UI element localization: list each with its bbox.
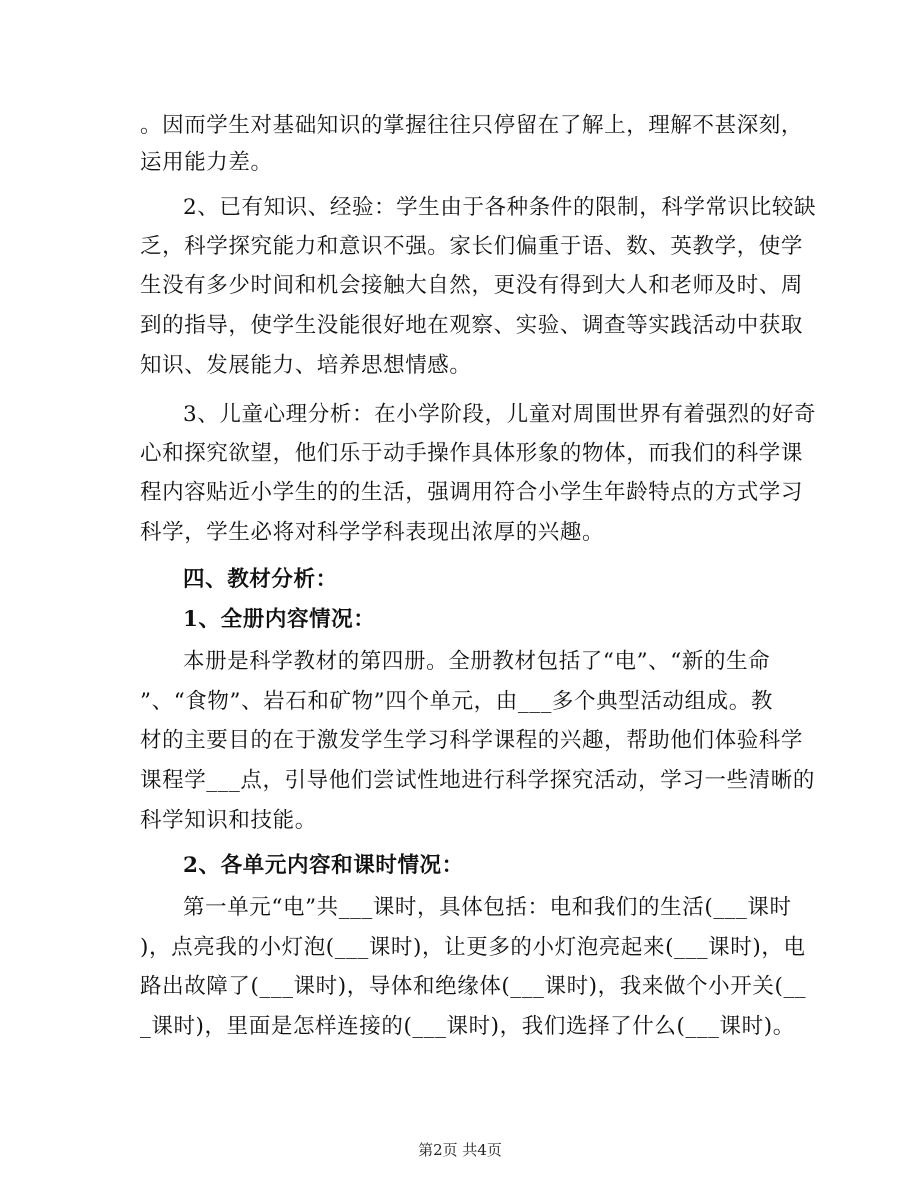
paragraph-line: 科学知识和技能。 — [140, 808, 317, 833]
paragraph-line: 路出故障了(___课时)，导体和绝缘体(___课时)，我来做个小开关(__ — [140, 974, 807, 999]
paragraph-line: 程内容贴近小学生的的生活，强调用符合小学生年龄特点的方式学习 — [140, 480, 804, 505]
paragraph-line: 。因而学生对基础知识的掌握往往只停留在了解上，理解不甚深刻， — [140, 113, 804, 138]
section-heading: 四、教材分析： — [183, 567, 338, 592]
paragraph-line: 本册是科学教材的第四册。全册教材包括了“电”、“新的生命 — [183, 649, 771, 674]
subsection-heading: 1、全册内容情况： — [183, 607, 376, 632]
paragraph-line: 科学，学生必将对科学学科表现出浓厚的兴趣。 — [140, 520, 605, 545]
paragraph-line: 心和探究欲望，他们乐于动手操作具体形象的物体，而我们的科学课 — [140, 441, 804, 466]
paragraph-line: 生没有多少时间和机会接触大自然，更没有得到大人和老师及时、周 — [140, 273, 804, 298]
paragraph-line: )，点亮我的小灯泡(___课时)，让更多的小灯泡亮起来(___课时)，电 — [140, 935, 806, 960]
paragraph-line: 材的主要目的在于激发学生学习科学课程的兴趣，帮助他们体验科学 — [140, 728, 804, 753]
paragraph-line: ”、“食物”、岩石和矿物”四个单元，由___多个典型活动组成。教 — [140, 689, 773, 714]
paragraph-line: 到的指导，使学生没能很好地在观察、实验、调查等实践活动中获取 — [140, 313, 804, 338]
paragraph-line: 3、儿童心理分析：在小学阶段，儿童对周围世界有着强烈的好奇 — [183, 402, 817, 427]
page-number-footer: 第2页 共4页 — [418, 1141, 502, 1159]
paragraph-line: 运用能力差。 — [140, 150, 273, 175]
paragraph-line: _课时)，里面是怎样连接的(___课时)，我们选择了什么(___课时)。 — [140, 1014, 795, 1039]
paragraph-line: 课程学___点，引导他们尝试性地进行科学探究活动，学习一些清晰的 — [140, 768, 815, 793]
paragraph-line: 第一单元“电”共___课时，具体包括：电和我们的生活(___课时 — [183, 895, 792, 920]
paragraph-line: 知识、发展能力、培养思想情感。 — [140, 353, 472, 378]
paragraph-line: 乏，科学探究能力和意识不强。家长们偏重于语、数、英教学，使学 — [140, 234, 804, 259]
paragraph-line: 2、已有知识、经验：学生由于各种条件的限制，科学常识比较缺 — [183, 195, 817, 220]
subsection-heading: 2、各单元内容和课时情况： — [183, 853, 464, 878]
